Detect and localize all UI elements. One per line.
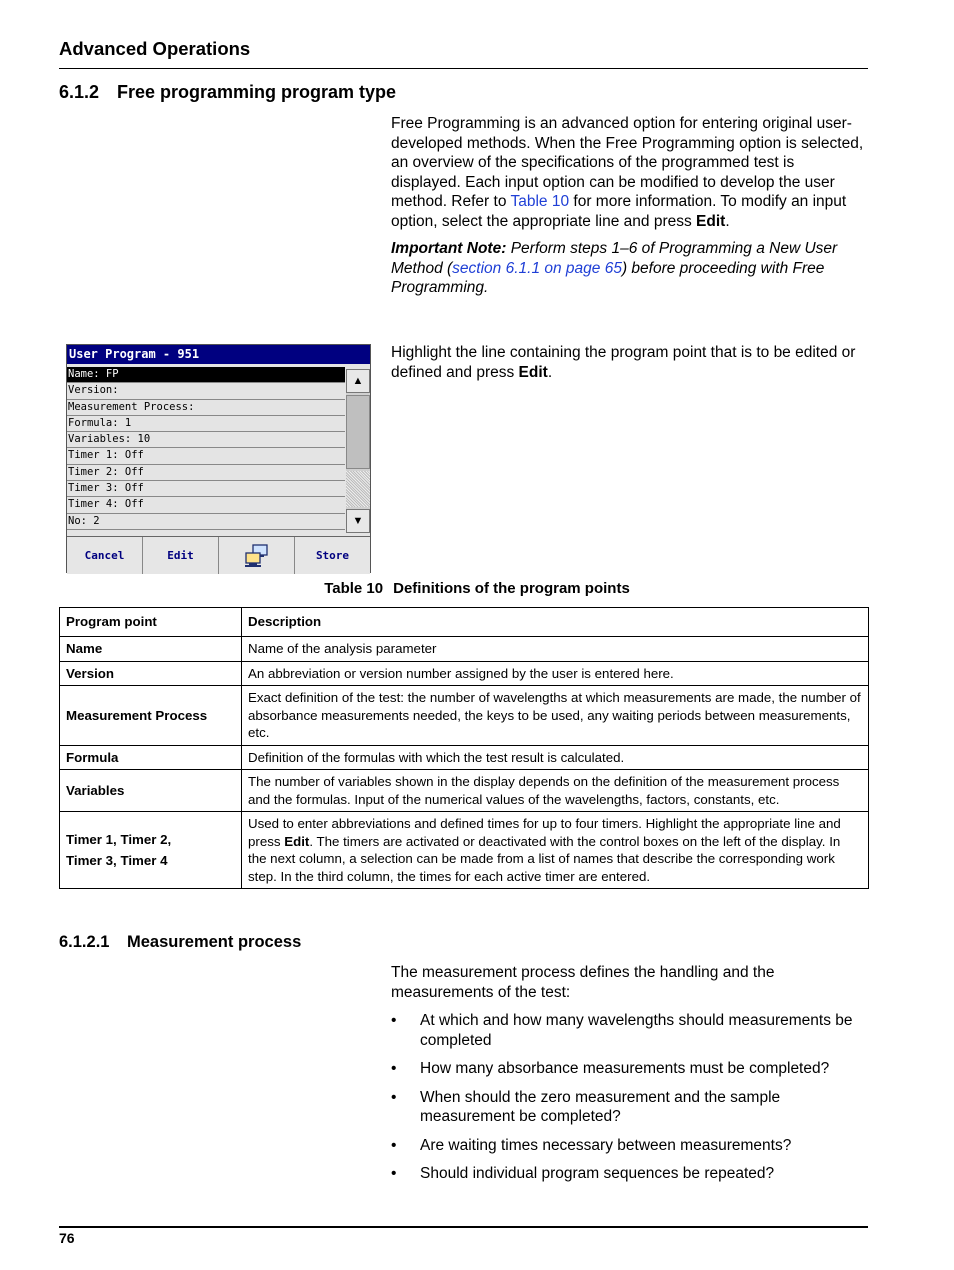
table-row	[60, 770, 869, 812]
screen-row-timer-1[interactable]: Timer 1: Off	[67, 448, 345, 464]
screen-row-measurement-process[interactable]: Measurement Process:	[67, 400, 345, 416]
list-item-text: When should the zero measurement and the sample measurement be completed?	[420, 1088, 781, 1125]
bullet-icon: •	[391, 1012, 397, 1029]
cancel-button[interactable]: Cancel	[67, 537, 143, 574]
instrument-screen	[66, 344, 371, 573]
highlight-end: .	[547, 363, 553, 381]
cell-description: Definition of the formulas with which the test result is calculated.	[242, 745, 869, 770]
bullet-icon: •	[391, 1165, 397, 1182]
scroll-track[interactable]	[346, 471, 370, 507]
column-header-program-point: Program point	[60, 608, 242, 637]
subsection-heading	[59, 933, 301, 952]
transfer-button[interactable]	[219, 537, 295, 574]
caption-number: Table 10	[324, 580, 384, 597]
cell-description: The number of variables shown in the display depends on the definition of the measurement process and the formulas. Input of the numerical values of the wavelengths, factors, constants, etc.	[242, 770, 869, 812]
intro-end: .	[725, 212, 730, 230]
important-note	[391, 239, 868, 298]
program-point-list	[67, 367, 345, 530]
edit-button[interactable]: Edit	[143, 537, 219, 574]
timer-label-line-2: Timer 3, Timer 4	[66, 853, 168, 868]
screen-button-bar	[67, 536, 370, 574]
note-text: Perform steps 1–6 of Programming a New User Method (	[391, 240, 838, 277]
section-number: 6.1.2	[59, 82, 100, 102]
list-item	[391, 1136, 868, 1156]
cell-program-point-timers	[60, 812, 242, 889]
screen-row-no[interactable]: No: 2	[67, 514, 345, 530]
table-row	[60, 686, 869, 746]
scroll-up-icon[interactable]: ▲	[346, 369, 370, 393]
store-button[interactable]: Store	[295, 537, 370, 574]
cell-description: An abbreviation or version number assigned by the user is entered here.	[242, 661, 869, 686]
table-row	[60, 745, 869, 770]
cell-description-timers	[242, 812, 869, 889]
highlight-text: Highlight the line containing the program point that is to be edited or defined and press	[391, 344, 856, 381]
cell-program-point: Name	[60, 637, 242, 662]
scroll-thumb[interactable]	[346, 395, 370, 469]
screen-row-formula[interactable]: Formula: 1	[67, 416, 345, 432]
timer-desc-post: . The timers are activated or deactivated with the control boxes on the left of the display. In the next column, a selection can be made from a list of names that describe the corresponding work step. In the third column, the times for each active timer are entered.	[248, 833, 841, 884]
question-list	[391, 1011, 868, 1193]
section-link[interactable]: section 6.1.1 on page 65	[452, 259, 622, 277]
table-caption	[0, 580, 954, 597]
table-header-row	[60, 608, 869, 637]
subsection-title: Measurement process	[127, 933, 302, 951]
bullet-icon: •	[391, 1088, 397, 1106]
timer-label-line-1: Timer 1, Timer 2,	[66, 832, 172, 847]
subsection-number: 6.1.2.1	[59, 933, 110, 951]
bullet-icon: •	[391, 1136, 397, 1154]
note-label: Important Note:	[391, 240, 507, 257]
page-number: 76	[59, 1230, 75, 1246]
list-item	[391, 1088, 868, 1127]
note-end: ) before proceeding with Free Programming.	[391, 259, 825, 296]
screen-row-name[interactable]: Name: FP	[67, 367, 345, 383]
cell-program-point: Variables	[60, 770, 242, 812]
caption-text: Definitions of the program points	[393, 580, 630, 597]
edit-keyword-2: Edit	[518, 363, 548, 381]
screen-title: User Program - 951	[67, 345, 370, 364]
list-item-text: Are waiting times necessary between measurements?	[420, 1136, 792, 1154]
subsection-intro: The measurement process defines the handling and the measurements of the test:	[391, 964, 775, 1001]
table-link[interactable]: Table 10	[510, 193, 570, 210]
timer-desc-pre: Used to enter abbreviations and defined times for up to four timers. Highlight the appropriate line and press	[248, 816, 841, 849]
screen-row-timer-4[interactable]: Timer 4: Off	[67, 497, 345, 513]
bullet-icon: •	[391, 1060, 397, 1077]
intro-text-mid: for more information. To modify an input option, select the appropriate line and press	[391, 193, 847, 230]
scrollbar[interactable]	[346, 369, 370, 533]
cell-program-point: Version	[60, 661, 242, 686]
screen-row-timer-3[interactable]: Timer 3: Off	[67, 481, 345, 497]
edit-keyword: Edit	[696, 212, 726, 230]
highlight-paragraph	[391, 343, 868, 382]
cell-description: Name of the analysis parameter	[242, 637, 869, 662]
list-item-text: Should individual program sequences be repeated?	[420, 1165, 775, 1182]
cell-description: Exact definition of the test: the number of wavelengths at which measurements are made, the number of absorbance measurements needed, the keys to be used, any waiting periods between measurements, etc.	[242, 686, 869, 746]
table-row	[60, 637, 869, 662]
list-item-text: At which and how many wavelengths should measurements be completed	[420, 1012, 853, 1049]
program-points-table	[59, 607, 869, 889]
section-title: Free programming program type	[117, 82, 397, 102]
footer-divider	[59, 1226, 868, 1228]
list-item	[391, 1164, 868, 1184]
running-header: Advanced Operations	[59, 38, 251, 59]
table-row-timers	[60, 812, 869, 889]
list-item	[391, 1011, 868, 1050]
list-item	[391, 1059, 868, 1079]
scroll-down-icon[interactable]: ▼	[346, 509, 370, 533]
cell-program-point: Measurement Process	[60, 686, 242, 746]
screen-row-variables[interactable]: Variables: 10	[67, 432, 345, 448]
table-row	[60, 661, 869, 686]
header-divider	[59, 68, 868, 69]
section-heading	[59, 82, 396, 103]
timer-desc-bold: Edit	[284, 833, 310, 849]
column-header-description: Description	[242, 608, 869, 637]
list-item-text: How many absorbance measurements must be completed?	[420, 1060, 830, 1077]
computer-transfer-icon	[244, 544, 270, 568]
cell-program-point: Formula	[60, 745, 242, 770]
intro-paragraph	[391, 114, 868, 231]
intro-text: Free Programming is an advanced option for entering original user-developed methods. When the Free Programming option is selected, an overview of the specifications of the programmed test is displayed. Each input option can be modified to develop the user method. Refer to	[391, 115, 864, 210]
screen-row-timer-2[interactable]: Timer 2: Off	[67, 465, 345, 481]
screen-row-version[interactable]: Version:	[67, 383, 345, 399]
